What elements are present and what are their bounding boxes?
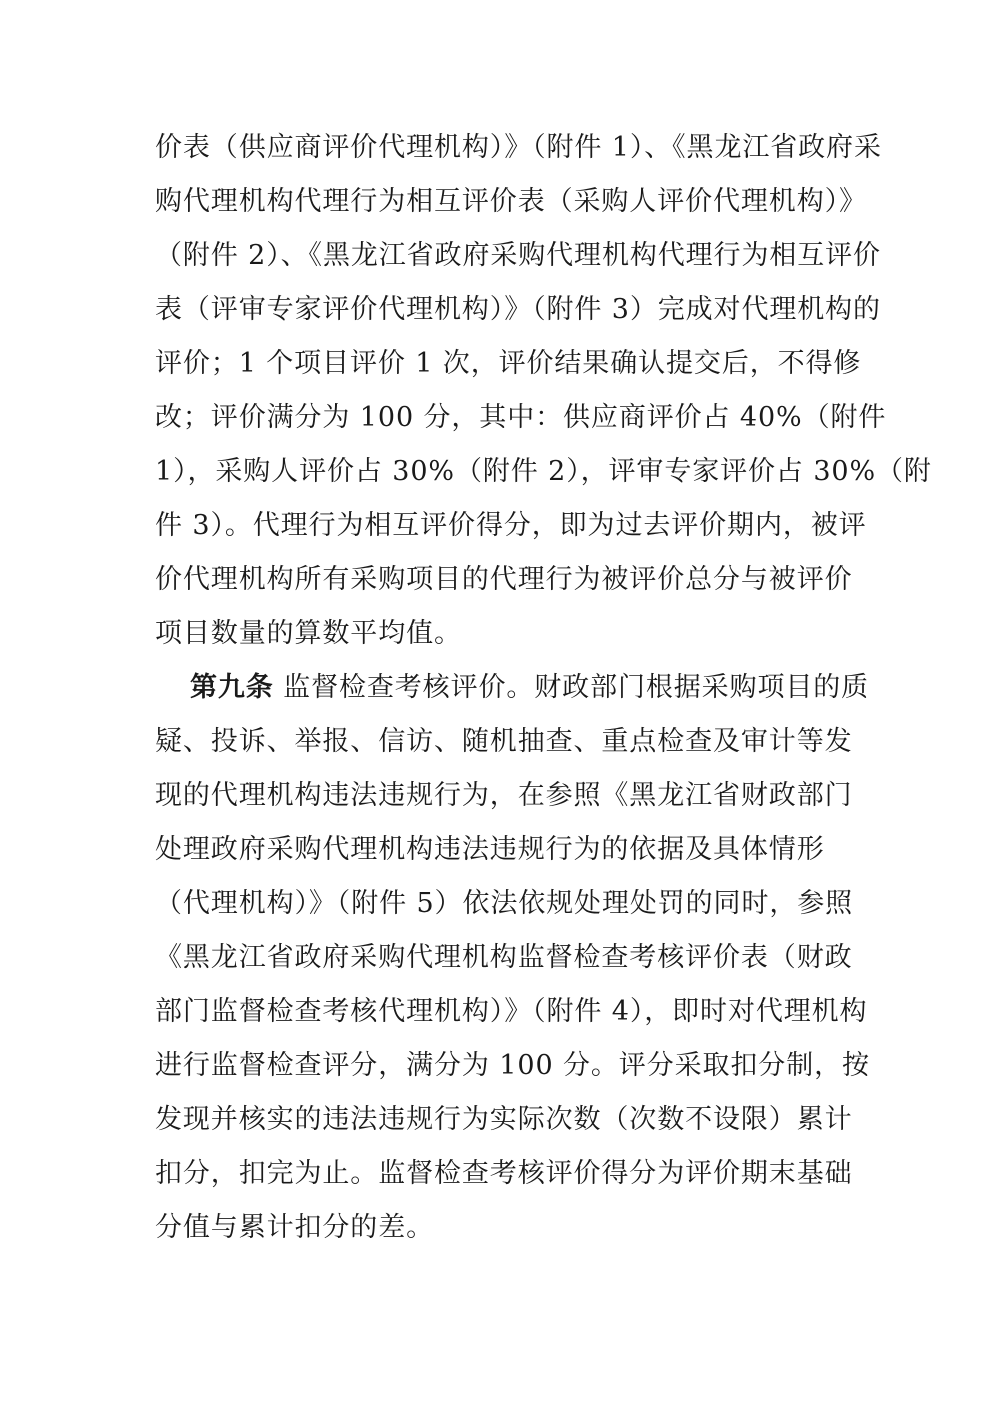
article-9-line: 扣分，扣完为止。监督检查考核评价得分为评价期末基础 xyxy=(155,1158,853,1189)
article-9-line: 处理政府采购代理机构违法违规行为的依据及具体情形 xyxy=(155,834,825,865)
article-9-line: 疑、投诉、举报、信访、随机抽查、重点检查及审计等发 xyxy=(155,726,853,757)
paragraph-line: 价表（供应商评价代理机构）》（附件 1）、《黑龙江省政府采 xyxy=(155,132,882,163)
article-9-line: 《黑龙江省政府采购代理机构监督检查考核评价表（财政 xyxy=(155,942,853,973)
article-9-line: 进行监督检查评分，满分为 100 分。评分采取扣分制，按 xyxy=(155,1050,870,1081)
paragraph-line: 购代理机构代理行为相互评价表（采购人评价代理机构）》 xyxy=(155,186,867,217)
paragraph-line: 评价；1 个项目评价 1 次，评价结果确认提交后，不得修 xyxy=(155,348,862,379)
article-9-line: （代理机构）》（附件 5）依法依规处理处罚的同时，参照 xyxy=(155,888,854,919)
paragraph-line: 改；评价满分为 100 分，其中：供应商评价占 40%（附件 xyxy=(155,402,887,433)
article-9-line: 分值与累计扣分的差。 xyxy=(155,1212,434,1243)
paragraph-line: （附件 2）、《黑龙江省政府采购代理机构代理行为相互评价 xyxy=(155,240,881,271)
article-9-line: 发现并核实的违法违规行为实际次数（次数不设限）累计 xyxy=(155,1104,853,1135)
article-heading: 第九条 xyxy=(190,672,274,703)
article-9-first-line xyxy=(190,668,890,708)
paragraph-line: 1），采购人评价占 30%（附件 2），评审专家评价占 30%（附 xyxy=(155,456,932,487)
article-9-line: 部门监督检查考核代理机构）》（附件 4），即时对代理机构 xyxy=(155,996,868,1027)
paragraph-line: 项目数量的算数平均值。 xyxy=(155,618,462,649)
paragraph-line: 价代理机构所有采购项目的代理行为被评价总分与被评价 xyxy=(155,564,853,595)
article-text: 监督检查考核评价。财政部门根据采购项目的质 xyxy=(273,672,870,703)
paragraph-line: 表（评审专家评价代理机构）》（附件 3）完成对代理机构的 xyxy=(155,294,881,325)
article-9-line: 现的代理机构违法违规行为，在参照《黑龙江省财政部门 xyxy=(155,780,853,811)
paragraph-line: 件 3）。代理行为相互评价得分，即为过去评价期内，被评 xyxy=(155,510,867,541)
